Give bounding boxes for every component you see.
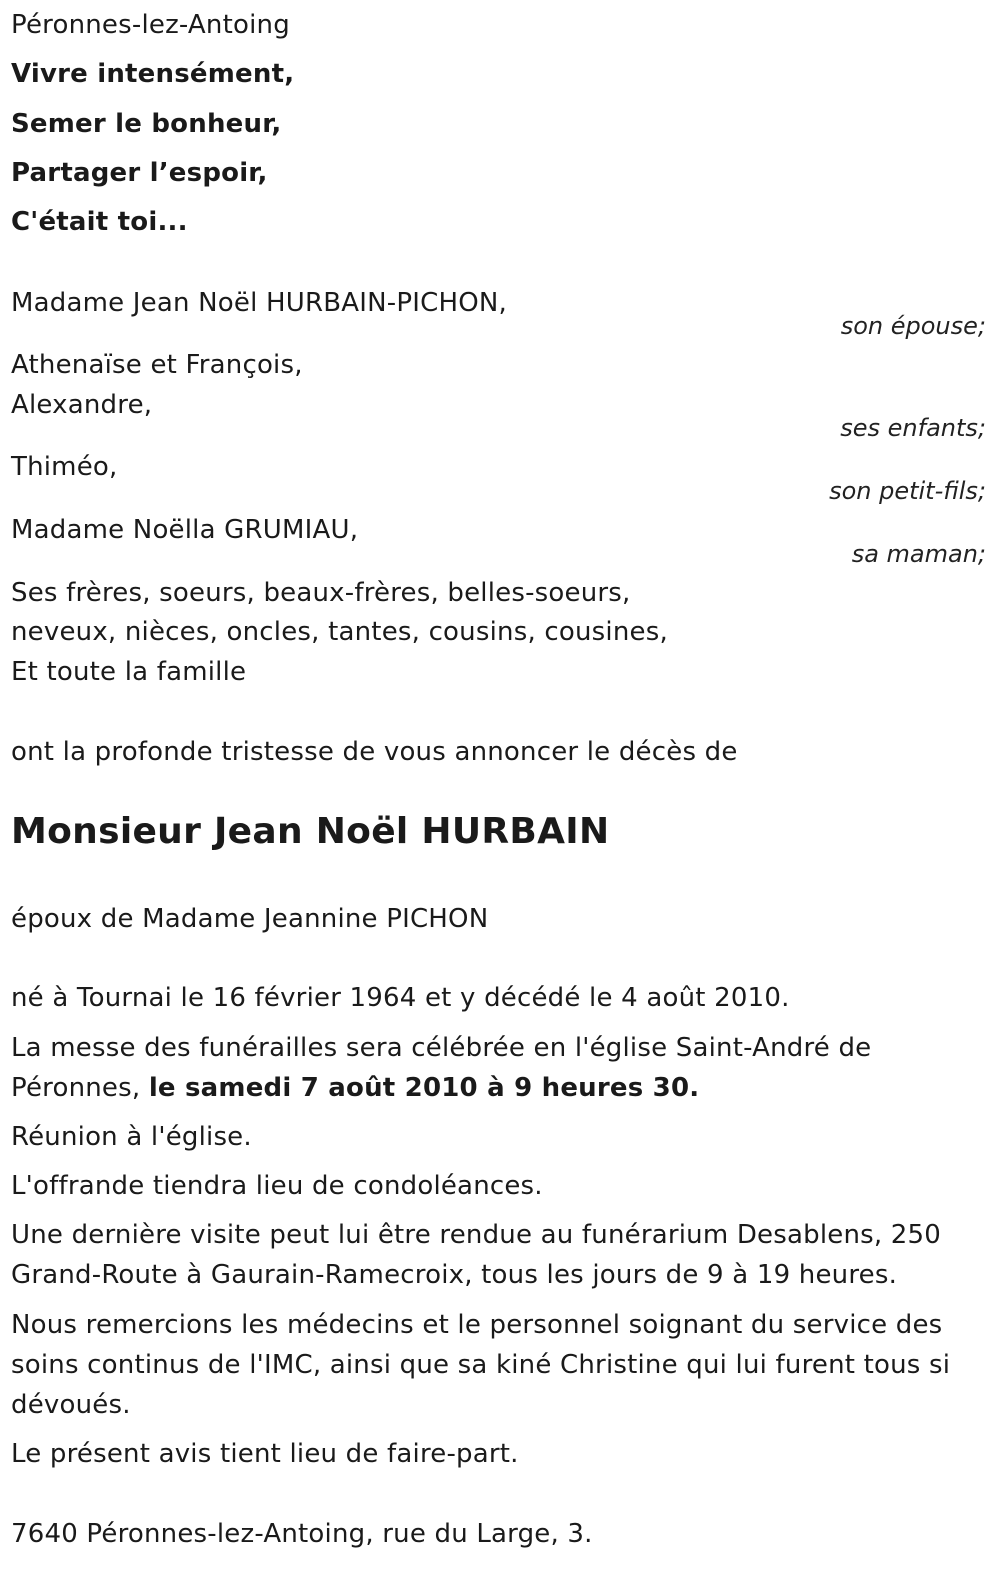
- header-location: Péronnes-lez-Antoing: [11, 10, 290, 40]
- mass-text: La messe des funérailles sera célébrée en l'église Saint-André de Péronnes,: [11, 1033, 872, 1103]
- notice-info: Le présent avis tient lieu de faire-part.: [11, 1439, 519, 1469]
- spouse-of: époux de Madame Jeannine PICHON: [11, 904, 489, 934]
- announcement-intro: ont la profonde tristesse de vous annoncer le décès de: [11, 737, 738, 767]
- visit-info: Une dernière visite peut lui être rendue au funérarium Desablens, 250 Grand-Route à Gaurain-Ramecroix, tous les jours de 9 à 19 heures.: [11, 1220, 942, 1290]
- family-extended-1: Ses frères, soeurs, beaux-frères, belles-soeurs,: [11, 578, 631, 608]
- meeting-info: Réunion à l'église.: [11, 1122, 252, 1152]
- mass-info: [11, 1028, 961, 1108]
- relation-spouse: son épouse;: [840, 312, 986, 340]
- family-mother: Madame Noëlla GRUMIAU,: [11, 515, 359, 545]
- relation-children: ses enfants;: [840, 414, 986, 442]
- poem-line-4: C'était toi...: [11, 207, 188, 237]
- family-extended-3: Et toute la famille: [11, 657, 247, 687]
- family-child-1: Athenaïse et François,: [11, 350, 303, 380]
- family-child-2: Alexandre,: [11, 390, 153, 420]
- relation-mother: sa maman;: [851, 540, 986, 568]
- footer-address: 7640 Péronnes-lez-Antoing, rue du Large, 3.: [11, 1519, 593, 1549]
- family-grandson: Thiméo,: [11, 452, 118, 482]
- family-spouse: Madame Jean Noël HURBAIN-PICHON,: [11, 288, 507, 318]
- mass-date: le samedi 7 août 2010 à 9 heures 30.: [148, 1073, 700, 1103]
- poem-line-1: Vivre intensément,: [11, 59, 295, 89]
- deceased-name: Monsieur Jean Noël HURBAIN: [11, 811, 610, 852]
- poem-line-3: Partager l’espoir,: [11, 158, 268, 188]
- poem-line-2: Semer le bonheur,: [11, 109, 282, 139]
- offering-info: L'offrande tiendra lieu de condoléances.: [11, 1171, 543, 1201]
- relation-grandson: son petit-fils;: [829, 477, 986, 505]
- thanks-info: Nous remercions les médecins et le personnel soignant du service des soins continus de l'IMC, ainsi que sa kiné Christine qui lui furent tous si dévoués.: [11, 1310, 951, 1420]
- family-extended-2: neveux, nièces, oncles, tantes, cousins, cousines,: [11, 617, 668, 647]
- birth-death: né à Tournai le 16 février 1964 et y décédé le 4 août 2010.: [11, 983, 790, 1013]
